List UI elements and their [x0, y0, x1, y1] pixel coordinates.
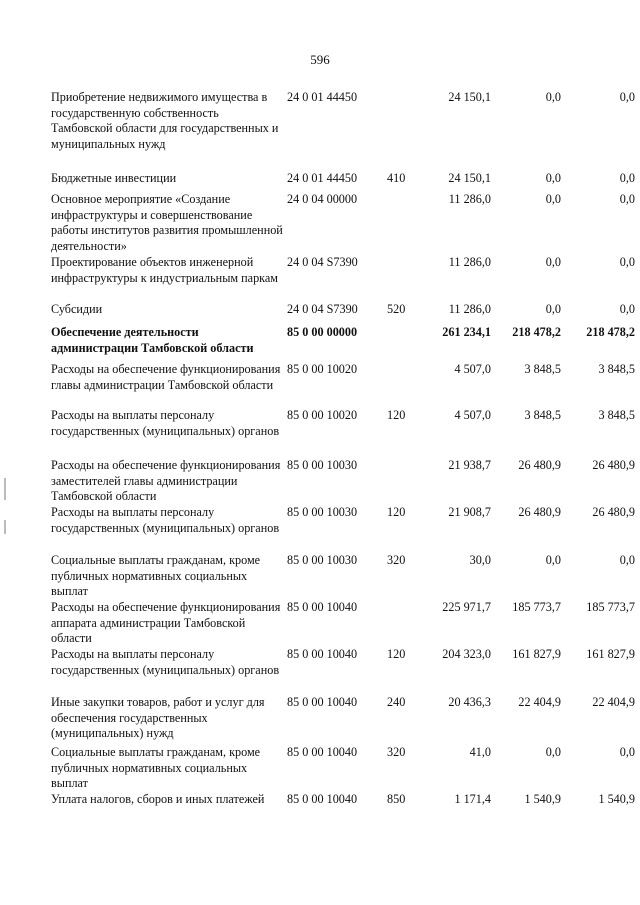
expense-type-code: 120 [387, 408, 406, 422]
expense-name: Расходы на обеспечение функционирования заместителей главы администрации Тамбовской области [51, 458, 281, 503]
expense-name: Расходы на обеспечение функционирования аппарата администрации Тамбовской области [51, 600, 281, 645]
table-row [51, 171, 635, 187]
margin-scan-mark [4, 478, 6, 500]
target-article-code: 85 0 00 10040 [287, 745, 358, 759]
amount-year-3: 0,0 [619, 302, 635, 316]
expense-name: Расходы на выплаты персоналу государственных (муниципальных) органов [51, 505, 280, 535]
table-row [51, 408, 635, 439]
table-row [51, 325, 635, 356]
expense-type-code: 120 [387, 505, 406, 519]
amount-year-3: 0,0 [619, 745, 635, 759]
target-article-code: 24 0 01 44450 [287, 171, 358, 185]
amount-year-2: 3 848,5 [524, 408, 561, 422]
amount-year-1: 24 150,1 [448, 171, 491, 185]
expense-type-code: 850 [387, 792, 406, 806]
expense-type-code: 120 [387, 647, 406, 661]
amount-year-1: 4 507,0 [454, 362, 491, 376]
table-row [51, 600, 635, 647]
table-row [51, 90, 635, 152]
expense-name: Уплата налогов, сборов и иных платежей [51, 792, 265, 806]
expense-name: Расходы на обеспечение функционирования главы администрации Тамбовской области [51, 362, 281, 392]
target-article-code: 85 0 00 10040 [287, 695, 358, 709]
amount-year-1: 261 234,1 [442, 325, 491, 339]
table-row [51, 553, 635, 600]
amount-year-2: 22 404,9 [518, 695, 561, 709]
amount-year-2: 1 540,9 [524, 792, 561, 806]
target-article-code: 85 0 00 10030 [287, 505, 358, 519]
amount-year-2: 0,0 [545, 255, 561, 269]
amount-year-3: 3 848,5 [598, 362, 635, 376]
amount-year-3: 0,0 [619, 90, 635, 104]
amount-year-2: 0,0 [545, 171, 561, 185]
expense-name: Бюджетные инвестиции [51, 171, 177, 185]
amount-year-2: 26 480,9 [518, 505, 561, 519]
amount-year-1: 20 436,3 [448, 695, 491, 709]
amount-year-2: 185 773,7 [512, 600, 561, 614]
target-article-code: 85 0 00 10020 [287, 362, 358, 376]
amount-year-1: 24 150,1 [448, 90, 491, 104]
amount-year-2: 0,0 [545, 192, 561, 206]
expense-name: Иные закупки товаров, работ и услуг для обеспечения государственных (муниципальных) нужд [51, 695, 265, 740]
amount-year-2: 3 848,5 [524, 362, 561, 376]
table-row [51, 302, 635, 318]
table-row [51, 695, 635, 742]
target-article-code: 24 0 04 00000 [287, 192, 358, 206]
expense-name: Основное мероприятие «Создание инфраструктуры и совершенствование работы институтов развития промышленной деятельности» [51, 192, 283, 253]
expense-type-code: 240 [387, 695, 406, 709]
page-number: 596 [310, 52, 330, 67]
target-article-code: 85 0 00 10040 [287, 600, 358, 614]
expense-name: Обеспечение деятельности администрации Тамбовской области [51, 325, 254, 355]
amount-year-2: 218 478,2 [512, 325, 561, 339]
amount-year-2: 26 480,9 [518, 458, 561, 472]
amount-year-3: 1 540,9 [598, 792, 635, 806]
expense-name: Расходы на выплаты персоналу государственных (муниципальных) органов [51, 647, 280, 677]
amount-year-2: 0,0 [545, 90, 561, 104]
target-article-code: 85 0 00 10030 [287, 458, 358, 472]
amount-year-2: 0,0 [545, 745, 561, 759]
amount-year-1: 21 938,7 [448, 458, 491, 472]
amount-year-3: 0,0 [619, 192, 635, 206]
amount-year-3: 0,0 [619, 171, 635, 185]
amount-year-1: 11 286,0 [448, 255, 491, 269]
expense-type-code: 320 [387, 745, 406, 759]
table-row [51, 505, 635, 536]
target-article-code: 85 0 00 10020 [287, 408, 358, 422]
expense-name: Проектирование объектов инженерной инфраструктуры к индустриальным паркам [51, 255, 279, 285]
amount-year-3: 0,0 [619, 553, 635, 567]
table-row [51, 792, 635, 808]
amount-year-1: 30,0 [469, 553, 491, 567]
amount-year-3: 218 478,2 [586, 325, 635, 339]
amount-year-3: 161 827,9 [586, 647, 635, 661]
amount-year-2: 0,0 [545, 553, 561, 567]
amount-year-1: 21 908,7 [448, 505, 491, 519]
table-row [51, 192, 635, 254]
expense-type-code: 520 [387, 302, 406, 316]
amount-year-1: 4 507,0 [454, 408, 491, 422]
margin-scan-mark [4, 520, 6, 534]
amount-year-1: 41,0 [469, 745, 491, 759]
amount-year-3: 0,0 [619, 255, 635, 269]
expense-name: Социальные выплаты гражданам, кроме публичных нормативных социальных выплат [51, 745, 261, 790]
target-article-code: 85 0 00 10040 [287, 792, 358, 806]
amount-year-1: 204 323,0 [442, 647, 491, 661]
table-row [51, 745, 635, 792]
target-article-code: 85 0 00 10030 [287, 553, 358, 567]
target-article-code: 24 0 04 S7390 [287, 302, 358, 316]
expense-name: Субсидии [51, 302, 103, 316]
target-article-code: 85 0 00 00000 [287, 325, 358, 339]
expense-type-code: 320 [387, 553, 406, 567]
table-row [51, 647, 635, 678]
target-article-code: 24 0 04 S7390 [287, 255, 358, 269]
expense-name: Расходы на выплаты персоналу государственных (муниципальных) органов [51, 408, 280, 438]
expense-name: Приобретение недвижимого имущества в государственную собственность Тамбовской области для государственных и муниципальных нужд [51, 90, 279, 151]
expense-type-code: 410 [387, 171, 406, 185]
amount-year-2: 161 827,9 [512, 647, 561, 661]
target-article-code: 24 0 01 44450 [287, 90, 358, 104]
table-row [51, 362, 635, 393]
expense-name: Социальные выплаты гражданам, кроме публичных нормативных социальных выплат [51, 553, 261, 598]
amount-year-3: 3 848,5 [598, 408, 635, 422]
amount-year-3: 26 480,9 [592, 505, 635, 519]
table-row [51, 255, 635, 286]
amount-year-3: 22 404,9 [592, 695, 635, 709]
amount-year-1: 1 171,4 [454, 792, 491, 806]
amount-year-1: 11 286,0 [448, 302, 491, 316]
table-row [51, 458, 635, 505]
amount-year-1: 11 286,0 [448, 192, 491, 206]
target-article-code: 85 0 00 10040 [287, 647, 358, 661]
amount-year-3: 26 480,9 [592, 458, 635, 472]
amount-year-2: 0,0 [545, 302, 561, 316]
amount-year-1: 225 971,7 [442, 600, 491, 614]
amount-year-3: 185 773,7 [586, 600, 635, 614]
